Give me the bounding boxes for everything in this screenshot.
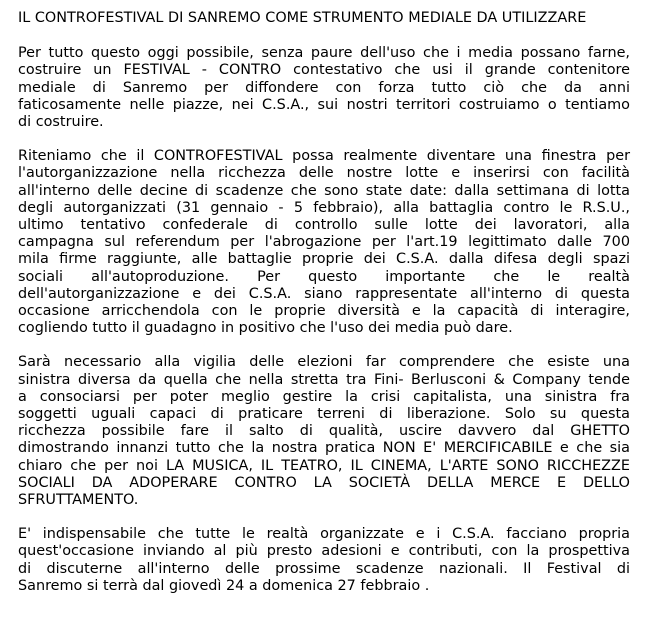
text-line: costruire un FESTIVAL - CONTRO contestativo che usi il grande contenitore	[18, 62, 630, 79]
text-line: faticosamente nelle piazze, nei C.S.A., sui nostri territori costruiamo o tentiamo	[18, 96, 630, 113]
text-line: E' indispensabile che tutte le realtà organizzate e i C.S.A. facciano propria	[18, 526, 630, 543]
text-line: degli autorganizzati (31 gennaio - 5 febbraio), alla battaglia contro le R.S.U.,	[18, 199, 630, 216]
document-page	[18, 10, 630, 595]
text-line: Sarà necessario alla vigilia delle elezioni far comprendere che esiste una	[18, 354, 630, 371]
text-line: di discuterne all'interno delle prossime scadenze nazionali. Il Festival di	[18, 560, 630, 577]
text-line: cogliendo tutto il guadagno in positivo che l'uso dei media può dare.	[18, 320, 513, 337]
text-line: di costruire.	[18, 114, 104, 131]
text-line: soggetti uguali capaci di praticare terreni di liberazione. Solo su questa	[18, 406, 630, 423]
document-title: IL CONTROFESTIVAL DI SANREMO COME STRUMENTO MEDIALE DA UTILIZZARE	[18, 10, 587, 26]
text-line: mila firme raggiunte, alle battaglie proprie dei C.S.A. dalla difesa degli spazi	[18, 251, 630, 268]
text-line: dell'autorganizzazione e dei C.S.A. siano rappresentate all'interno di questa	[18, 285, 630, 302]
text-line: ricchezza possibile fare il salto di qualità, uscire davvero dal GHETTO	[18, 423, 630, 440]
paragraph-4	[18, 526, 630, 595]
text-line: Riteniamo che il CONTROFESTIVAL possa realmente diventare una finestra per	[18, 148, 630, 165]
text-line: occasione arricchendola con le proprie diversità e la capacità di interagire,	[18, 303, 630, 320]
text-line: l'autorganizzazione nella ricchezza delle nostre lotte e inserirsi con facilità	[18, 165, 630, 182]
paragraph-2	[18, 148, 630, 337]
text-line: chiaro che per noi LA MUSICA, IL TEATRO, IL CINEMA, L'ARTE SONO RICCHEZZE	[18, 457, 630, 474]
text-line: Sanremo si terrà dal giovedì 24 a domenica 27 febbraio .	[18, 577, 430, 594]
text-line: Per tutto questo oggi possibile, senza paure dell'uso che i media possano farne,	[18, 45, 630, 62]
text-line: all'interno delle decine di scadenze che sono state date: dalla settimana di lotta	[18, 182, 630, 199]
text-line: mediale di Sanremo per diffondere con forza tutto ciò che da anni	[18, 79, 630, 96]
text-line: SOCIALI DA ADOPERARE CONTRO LA SOCIETÀ DELLA MERCE E DELLO	[18, 474, 630, 491]
text-line: SFRUTTAMENTO.	[18, 492, 139, 509]
paragraph-3	[18, 354, 630, 509]
text-line: sociali all'autoproduzione. Per questo importante che le realtà	[18, 268, 630, 285]
text-line: campagna sul referendum per l'abrogazione per l'art.19 legittimato dalle 700	[18, 234, 630, 251]
text-line: dimostrando innanzi tutto che la nostra pratica NON E' MERCIFICABILE e che sia	[18, 440, 630, 457]
text-line: quest'occasione inviando al più presto adesioni e contributi, con la prospettiva	[18, 543, 630, 560]
text-line: sinistra diversa da quella che nella stretta tra Fini- Berlusconi & Company tende	[18, 371, 630, 388]
text-line: ultimo tentativo confederale di controllo sulle lotte dei lavoratori, alla	[18, 217, 630, 234]
text-line: a consociarsi per poter meglio gestire la crisi capitalista, una sinistra fra	[18, 388, 630, 405]
paragraph-1	[18, 45, 630, 131]
